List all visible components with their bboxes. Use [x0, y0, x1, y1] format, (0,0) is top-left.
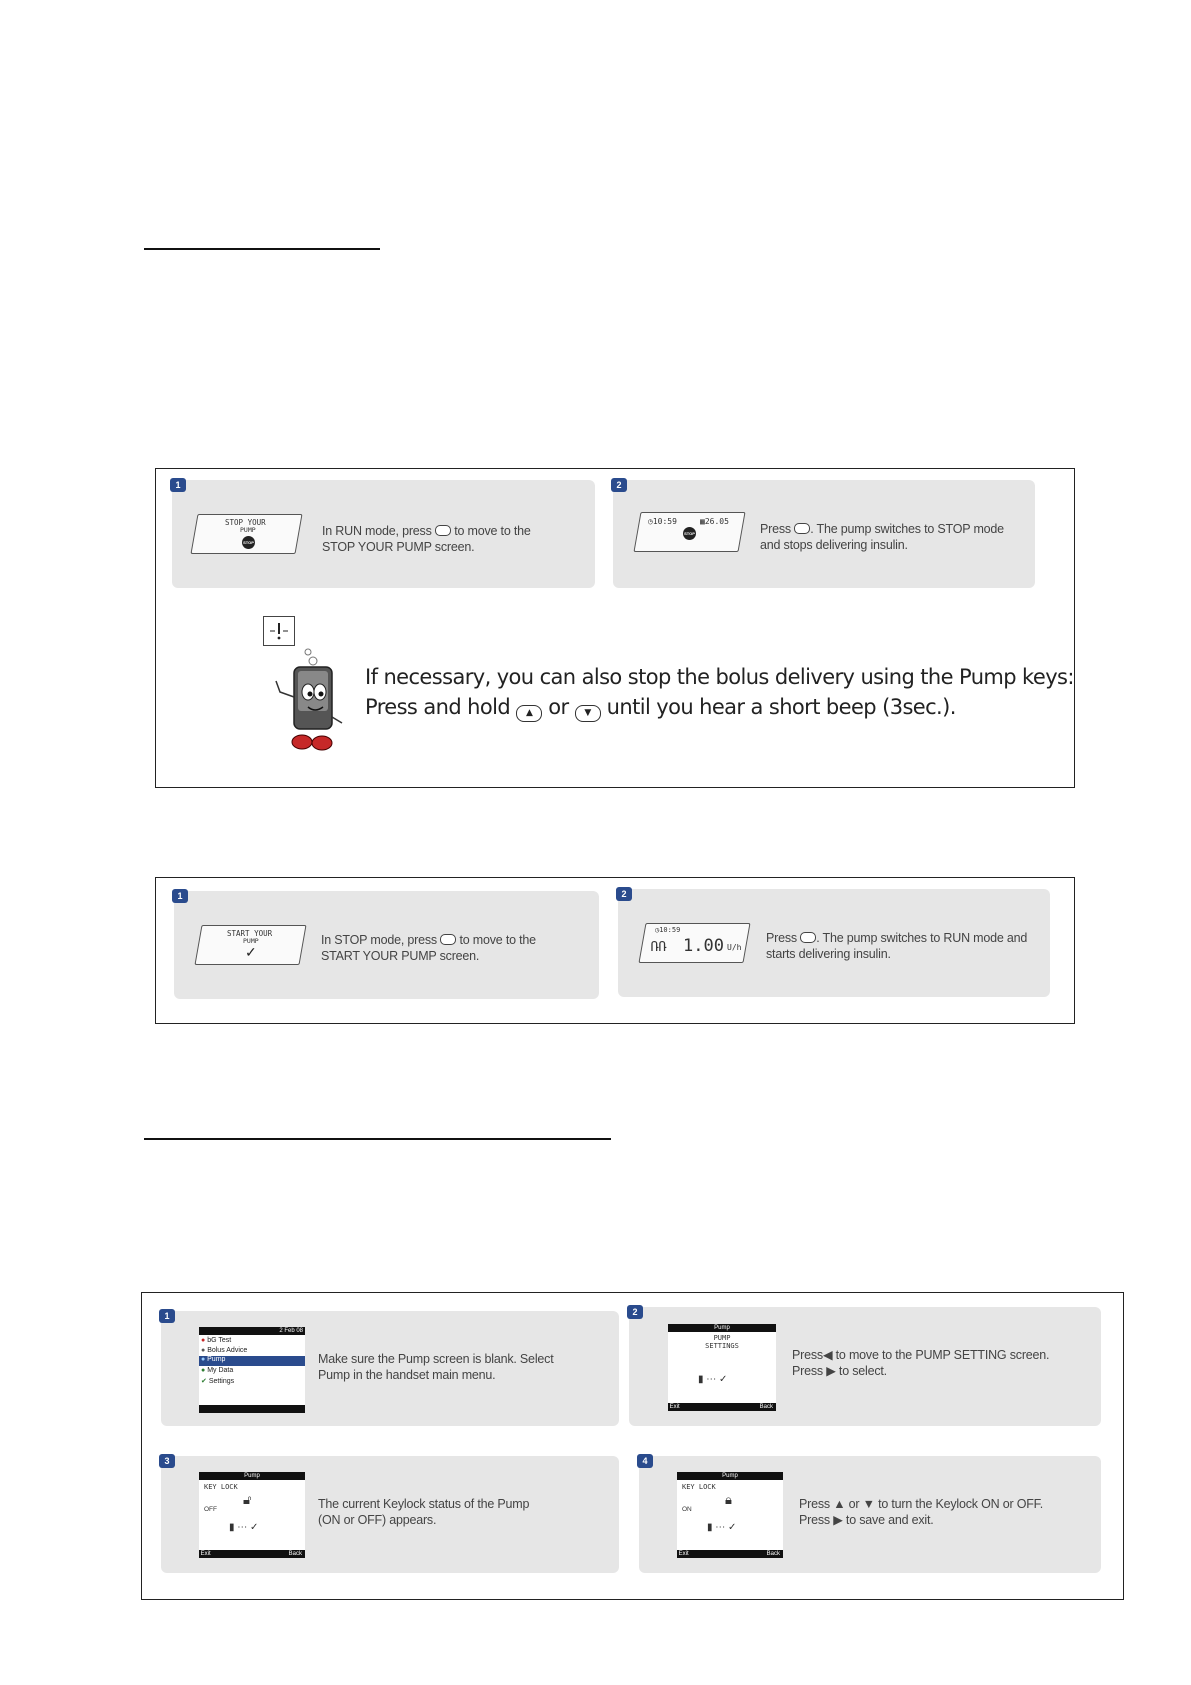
step-description — [318, 1351, 553, 1383]
menu-item: ✔ Settings — [201, 1378, 235, 1385]
desc-part: . The pump switches to RUN mode and — [816, 931, 1028, 945]
desc-part: to move to the — [454, 524, 531, 538]
check-key-icon — [800, 932, 816, 943]
menu-date: 2 Feb 08 — [279, 1328, 303, 1334]
nav-keys-icon: ▮ ⋯ ✓ — [707, 1522, 737, 1533]
desc-line-1: The current Keylock status of the Pump — [318, 1497, 530, 1511]
exit-softkey: Exit — [669, 1404, 680, 1410]
step-number: 1 — [172, 889, 188, 903]
step-description: Press ▲ or ▼ to turn the Keylock ON or OFF. Press ▶ to save and exit. — [799, 1497, 1044, 1527]
menu-item-label: Settings — [208, 1378, 235, 1385]
handset-keylock-on — [677, 1472, 783, 1558]
basal-icon: ՌՌ — [651, 940, 667, 955]
step-description — [760, 521, 1004, 553]
pump-lcd — [633, 512, 745, 552]
down-key-icon: ▼ — [575, 705, 601, 722]
step-number: 1 — [159, 1309, 175, 1323]
nav-keys-icon: ▮ ⋯ ✓ — [229, 1522, 259, 1533]
menu-bottom-bar — [199, 1405, 305, 1413]
menu-item-label: bG Test — [207, 1337, 232, 1344]
step-card-1 — [172, 480, 595, 588]
screen-title: KEY LOCK — [204, 1483, 238, 1491]
stop-icon: STOP — [683, 527, 696, 540]
exit-softkey: Exit — [678, 1551, 689, 1557]
screen-header — [677, 1472, 783, 1480]
tip-part: Press and hold — [365, 695, 511, 719]
pump-lcd — [194, 925, 306, 965]
heading-rule-1 — [144, 248, 380, 250]
locked-icon: 🔒︎ — [725, 1492, 732, 1507]
step-card-2 — [613, 480, 1035, 588]
start-pump-instructions — [155, 877, 1075, 1024]
step-number: 4 — [637, 1454, 653, 1468]
step-card-1 — [161, 1311, 619, 1426]
check-icon: ✓ — [245, 944, 257, 960]
warning-sign-icon — [263, 616, 295, 646]
check-key-icon — [794, 523, 810, 534]
stop-icon: STOP — [242, 536, 255, 549]
menu-item-label: Pump — [207, 1356, 226, 1363]
desc-part: Press — [792, 1364, 823, 1378]
desc-line-2: and stops delivering insulin. — [760, 538, 908, 552]
desc-line-2: starts delivering insulin. — [766, 947, 891, 961]
step-description — [322, 523, 531, 555]
desc-line-2: Pump in the handset main menu. — [318, 1368, 496, 1382]
step-description: Press◀ to move to the PUMP SETTING screen. Press ▶ to select. — [792, 1348, 1050, 1378]
handset-pump-settings — [668, 1324, 776, 1411]
screen-header — [668, 1324, 776, 1332]
lcd-time-value: 10:59 — [659, 926, 681, 934]
keylock-status: ON — [682, 1506, 692, 1513]
screen-header-label: Pump — [714, 1325, 730, 1331]
step-description — [318, 1496, 529, 1528]
nav-keys-icon: ▮ ⋯ ✓ — [698, 1374, 728, 1385]
step-number: 2 — [611, 478, 627, 492]
menu-item: ● Bolus Advice — [201, 1347, 248, 1354]
desc-part: to save and exit. — [845, 1513, 934, 1527]
lcd-line-2: PUMP — [243, 937, 259, 945]
step-card-2 — [629, 1307, 1101, 1426]
up-key-icon: ▲ — [516, 705, 542, 722]
step-card-4 — [639, 1456, 1101, 1573]
menu-item-label: Bolus Advice — [207, 1347, 248, 1354]
tip-line-2 — [365, 695, 956, 722]
step-card-3 — [161, 1456, 619, 1573]
desc-part: Press — [799, 1513, 830, 1527]
lcd-line-2: PUMP — [240, 526, 256, 534]
screen-header — [199, 1472, 305, 1480]
desc-part: to select. — [838, 1364, 887, 1378]
lcd-line-1: STOP YOUR — [225, 518, 266, 527]
desc-part: Press — [760, 522, 791, 536]
lcd-rate: 1.00 — [683, 936, 724, 956]
lcd-unit: U/h — [727, 943, 742, 952]
step-description — [321, 932, 536, 964]
screen-footer — [677, 1550, 783, 1558]
lcd-line-1: START YOUR — [227, 929, 273, 938]
pump-lcd — [638, 923, 750, 963]
desc-part: to turn the Keylock ON or OFF. — [878, 1497, 1044, 1511]
tip-part: or — [548, 695, 569, 719]
desc-part: Press — [799, 1497, 830, 1511]
desc-part: . The pump switches to STOP mode — [810, 522, 1004, 536]
handset-main-menu — [199, 1327, 305, 1413]
desc-part: Press — [766, 931, 797, 945]
step-card-1 — [174, 891, 599, 999]
desc-part: to move to the PUMP SETTING screen. — [835, 1348, 1050, 1362]
keylock-instructions — [141, 1292, 1124, 1600]
menu-status-bar — [199, 1327, 305, 1335]
step-number: 2 — [616, 887, 632, 901]
step-card-2 — [618, 889, 1050, 997]
menu-item: ● bG Test — [201, 1337, 232, 1344]
screen-line-2: SETTINGS — [705, 1342, 739, 1350]
pump-lcd — [190, 514, 302, 554]
lcd-time-value: 10:59 — [652, 517, 677, 526]
desc-line-2: STOP YOUR PUMP screen. — [322, 540, 475, 554]
desc-part: to move to the — [459, 933, 536, 947]
desc-part: or — [848, 1497, 860, 1511]
unlocked-icon: 🔓︎ — [243, 1492, 252, 1507]
desc-line-1: Make sure the Pump screen is blank. Select — [318, 1352, 554, 1366]
screen-header-label: Pump — [722, 1473, 738, 1479]
desc-part: Press — [792, 1348, 823, 1362]
screen-title: KEY LOCK — [682, 1483, 716, 1491]
screen-line-1: PUMP — [713, 1334, 731, 1342]
pump-key-icon — [440, 934, 456, 945]
lcd-time: ◷10:59 — [648, 517, 677, 526]
screen-footer — [668, 1403, 776, 1411]
step-number: 2 — [627, 1305, 643, 1319]
desc-line-2: START YOUR PUMP screen. — [321, 949, 480, 963]
step-number: 3 — [159, 1454, 175, 1468]
screen-header-label: Pump — [244, 1473, 260, 1479]
back-softkey: Back — [759, 1404, 773, 1410]
step-number: 1 — [170, 478, 186, 492]
stop-pump-instructions — [155, 468, 1075, 788]
tip-line-1: If necessary, you can also stop the bolus delivery using the Pump keys: — [365, 665, 1074, 689]
back-softkey: Back — [288, 1551, 302, 1557]
lcd-date: ▦26.05 — [700, 517, 729, 526]
screen-footer — [199, 1550, 305, 1558]
handset-keylock-off — [199, 1472, 305, 1558]
lcd-time: ◷10:59 — [655, 926, 681, 934]
back-softkey: Back — [766, 1551, 780, 1557]
desc-part: In STOP mode, press — [321, 933, 437, 947]
pump-key-icon — [435, 525, 451, 536]
lcd-date-value: 26.05 — [704, 517, 729, 526]
step-description — [766, 930, 1027, 962]
desc-part: In RUN mode, press — [322, 524, 432, 538]
tip-part: until you hear a short beep (3sec.). — [606, 695, 956, 719]
menu-item-label: My Data — [207, 1367, 234, 1374]
heading-rule-2 — [144, 1138, 611, 1140]
menu-item: ● My Data — [201, 1367, 234, 1374]
menu-item-selected: ● Pump — [199, 1356, 305, 1366]
exit-softkey: Exit — [200, 1551, 211, 1557]
desc-line-2: (ON or OFF) appears. — [318, 1513, 437, 1527]
pump-mascot-icon — [268, 647, 348, 752]
keylock-status: OFF — [204, 1506, 217, 1513]
